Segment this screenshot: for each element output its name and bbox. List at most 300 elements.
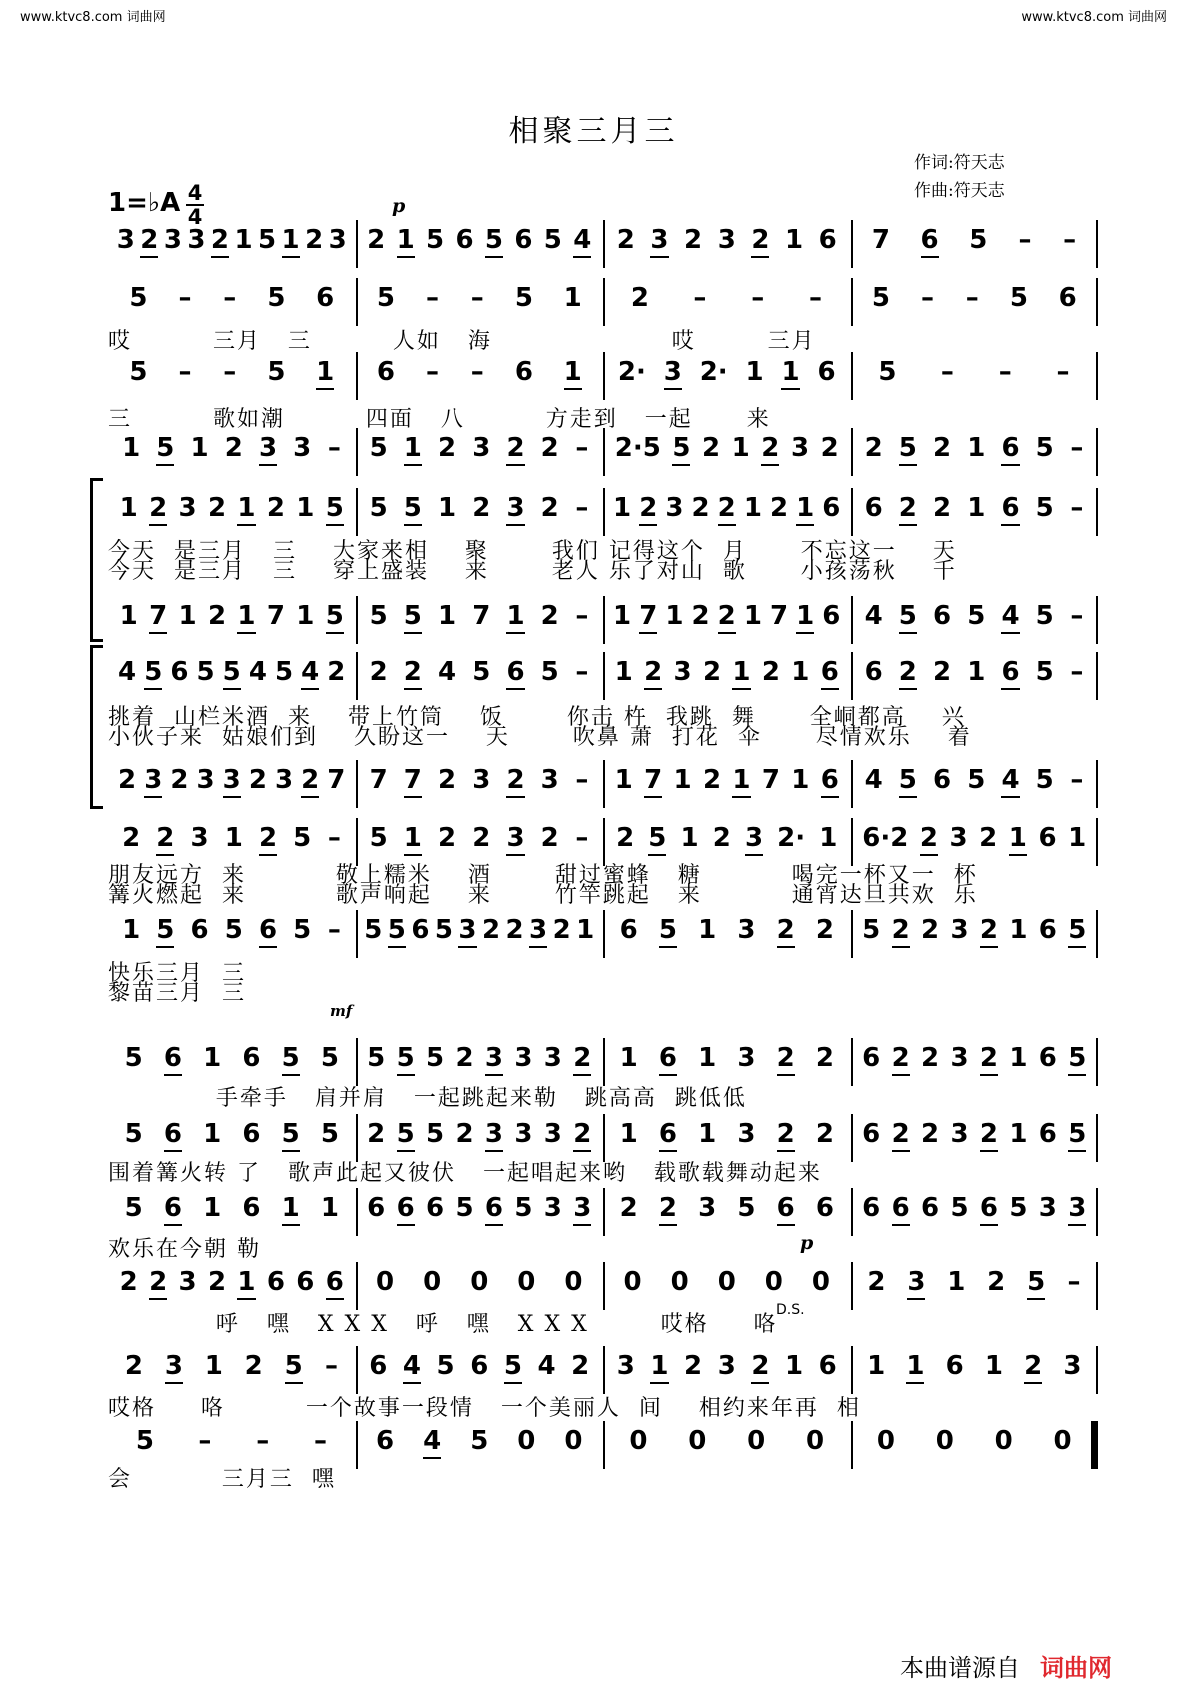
note: 3 [196, 765, 215, 795]
note: 4 [403, 1350, 421, 1384]
note: 3 [543, 1193, 562, 1223]
notation-row [108, 356, 1098, 412]
note: 3 [165, 1350, 183, 1384]
note: 1 [178, 601, 197, 631]
note: 1 [781, 356, 799, 390]
note: 1 [745, 357, 764, 387]
note: 2 [691, 493, 710, 523]
note: 2 [207, 1267, 227, 1297]
note: 1 [1068, 823, 1087, 853]
note: 5 [648, 822, 666, 856]
note: 5 [196, 657, 215, 687]
note: 3 [259, 432, 277, 466]
note: – [1056, 357, 1070, 387]
note: – [1070, 601, 1084, 631]
note: 2 [506, 764, 524, 798]
note: 1 [791, 765, 810, 795]
note: 2 [119, 1267, 138, 1297]
note: 2 [248, 765, 267, 795]
note: 6 [945, 1351, 964, 1381]
note: 7 [639, 600, 657, 634]
note: 5 [967, 765, 986, 795]
note: 5 [274, 657, 294, 687]
note: 2 [815, 915, 834, 945]
note: 5 [129, 357, 148, 387]
note: – [575, 601, 589, 631]
note: 6 [1058, 283, 1077, 313]
note: 1 [796, 492, 814, 526]
note: 6 [326, 1266, 344, 1300]
note: 1 [906, 1350, 924, 1384]
note: 2 [244, 1351, 263, 1381]
note: 2 [702, 657, 722, 687]
measure [603, 224, 851, 258]
note: 0 [764, 1267, 783, 1297]
note: 1 [1009, 1043, 1028, 1073]
footer-brand[interactable]: 词曲网 [1040, 1654, 1112, 1682]
note: 3 [485, 1118, 503, 1152]
note: 6 [164, 1042, 182, 1076]
note: 5 [543, 225, 562, 255]
note: 4 [1001, 600, 1019, 634]
note: 6 [933, 765, 952, 795]
note: 6 [164, 1118, 182, 1152]
measure [108, 1042, 356, 1076]
note: 5 [326, 600, 344, 634]
note: 3 [543, 1119, 562, 1149]
note: – [940, 357, 954, 387]
note: 3 [163, 225, 182, 255]
bar-line [1096, 352, 1098, 400]
note: 6 [864, 657, 883, 687]
notation-row [108, 432, 1098, 488]
note: 5 [364, 915, 383, 945]
note: 6 [1038, 1043, 1057, 1073]
note: 6 [1001, 492, 1019, 526]
measure [356, 914, 604, 948]
note: 3 [745, 822, 763, 856]
note: 2 [815, 1043, 834, 1073]
note: – [1018, 225, 1032, 255]
note: 5 [878, 357, 897, 387]
note: 1 [619, 1119, 638, 1149]
measure [851, 356, 1099, 390]
header-left: www.ktvc8.com 词曲网 [20, 10, 166, 25]
note: 7 [871, 225, 890, 255]
note: 4 [423, 1425, 441, 1459]
note: – [575, 657, 589, 687]
note: – [426, 283, 440, 313]
dynamic-p-2: p [800, 1232, 814, 1254]
measure [851, 1192, 1099, 1226]
note: 2 [980, 914, 998, 948]
note: 5 [426, 1119, 445, 1149]
note: 1 [743, 493, 762, 523]
note: 1 [613, 601, 632, 631]
notation-measures [108, 224, 1098, 258]
note: 4 [1001, 764, 1019, 798]
note: 6 [862, 1043, 881, 1073]
notation-measures [108, 1118, 1098, 1152]
note: 0 [470, 1267, 489, 1297]
note: – [223, 283, 237, 313]
measure [356, 1266, 604, 1300]
note: 5 [967, 601, 986, 631]
note: 2 [224, 433, 243, 463]
note: 5 [426, 1043, 445, 1073]
note: 2 [616, 823, 635, 853]
note: 1 [1009, 1119, 1028, 1149]
note: 3 [737, 915, 756, 945]
note: – [470, 357, 484, 387]
bar-line [1096, 488, 1098, 536]
notation-row [108, 600, 1098, 656]
note: 5 [426, 225, 445, 255]
note: 5 [504, 1350, 522, 1384]
note: 6 [821, 764, 839, 798]
measure [356, 600, 604, 634]
note: 3 [328, 225, 347, 255]
measure [108, 224, 356, 258]
note: 0 [994, 1426, 1013, 1456]
note: 0 [876, 1426, 895, 1456]
note: 5 [369, 823, 388, 853]
note: 1 [665, 601, 684, 631]
note: 0 [564, 1267, 583, 1297]
note: – [325, 1351, 339, 1381]
note: 6 [1001, 432, 1019, 466]
lyric-line: 哎 三月 三 人如 海 哎 三月 [108, 329, 816, 354]
measure [603, 914, 851, 948]
note: 2 [691, 601, 710, 631]
note: 5 [320, 1043, 339, 1073]
note: 1 [731, 433, 750, 463]
note: 2 [505, 915, 524, 945]
note: 6 [259, 914, 277, 948]
note: 1 [203, 1193, 222, 1223]
note: 5 [293, 823, 312, 853]
measure [108, 656, 356, 690]
note: 5 [1035, 657, 1054, 687]
note: 3 [472, 433, 491, 463]
note: 1 [237, 1266, 255, 1300]
measure [108, 282, 356, 314]
note: – [965, 283, 979, 313]
measure [851, 1118, 1099, 1152]
note: 6 [822, 601, 841, 631]
note: 5 [1068, 1042, 1086, 1076]
notation-measures [108, 764, 1098, 798]
note: 5 [404, 492, 422, 526]
bar-line [1096, 220, 1098, 268]
composer-credit: 作曲:符天志 [914, 181, 1005, 201]
note: 4 [573, 224, 591, 258]
note: 5 [540, 657, 559, 687]
note: 6 [242, 1193, 261, 1223]
note: 0 [806, 1426, 825, 1456]
note: – [575, 823, 589, 853]
note: 6 [1038, 915, 1057, 945]
note: 2 [472, 493, 491, 523]
note: 3 [665, 493, 684, 523]
lyric-line: 小伙子来 姑娘们到 久盼这一 天 吹鼻 萧 打花 伞 尽情欢乐 着 [108, 725, 972, 750]
note: 2 [751, 1350, 769, 1384]
note: 3 [187, 225, 206, 255]
note: 5 [1009, 283, 1028, 313]
note: 2 [367, 225, 386, 255]
measure [851, 224, 1099, 258]
note: 5 [326, 492, 344, 526]
measure [356, 656, 604, 690]
note: 5 [320, 1119, 339, 1149]
note: 7 [369, 765, 388, 795]
verse-bracket-2 [90, 645, 103, 809]
notation-measures [108, 492, 1098, 526]
note: 1 [732, 656, 750, 690]
note: 6 [980, 1192, 998, 1226]
note: 2 [761, 657, 780, 687]
note: 2 [718, 492, 736, 526]
note: – [1067, 1267, 1081, 1297]
note: 2 [980, 1042, 998, 1076]
note: 2·5 [614, 433, 661, 463]
notation-measures [108, 656, 1098, 690]
note: 1 [784, 225, 804, 255]
note: 2 [712, 823, 731, 853]
measure [108, 1192, 356, 1226]
note: 3 [458, 914, 476, 948]
bar-line [1096, 1038, 1098, 1086]
note: 2 [122, 823, 141, 853]
notation-measures [108, 1192, 1098, 1226]
measure [356, 432, 604, 466]
measure [356, 764, 604, 798]
note: 5 [369, 493, 388, 523]
note: 2 [455, 1119, 474, 1149]
note: 3 [543, 1043, 562, 1073]
note: 5 [282, 1118, 300, 1152]
note: 1 [796, 600, 814, 634]
note: – [693, 283, 707, 313]
measure [603, 492, 851, 526]
note: 3 [950, 915, 969, 945]
note: 5 [899, 600, 917, 634]
measure [356, 1425, 604, 1459]
note: 5 [369, 601, 388, 631]
lyric-line: 围着篝火转 了 歌声此起又彼伏 一起唱起来哟 载歌载舞动起来 [108, 1161, 822, 1186]
note: – [327, 915, 341, 945]
note: 1 [119, 493, 138, 523]
note: 2 [207, 493, 227, 523]
note: 1 [234, 225, 253, 255]
notation-measures [108, 1042, 1098, 1076]
note: 3 [698, 1193, 717, 1223]
note: 2· [777, 823, 806, 853]
note: 0 [564, 1426, 583, 1456]
note: 2 [301, 764, 319, 798]
notation-measures [108, 282, 1098, 314]
lyric-line: 欢乐在今朝 勒 [108, 1237, 261, 1262]
lyric-line: 会 三月三 嘿 [108, 1467, 336, 1492]
notation-measures [108, 1350, 1098, 1384]
note: 1 [122, 433, 141, 463]
note: 2 [899, 492, 917, 526]
note: 2 [367, 1119, 386, 1149]
measure [603, 1425, 851, 1459]
note: 6 [242, 1119, 261, 1149]
note: 3 [673, 657, 692, 687]
note: 1 [397, 224, 415, 258]
note: 2 [777, 914, 795, 948]
note: 1 [698, 1119, 717, 1149]
note: 1 [296, 493, 315, 523]
note: 3 [178, 1267, 197, 1297]
note: 5 [455, 1193, 474, 1223]
notation-measures [108, 356, 1098, 390]
bar-line [1096, 1262, 1098, 1310]
note: 1 [613, 493, 632, 523]
note: 1 [404, 822, 422, 856]
note: 1 [743, 601, 762, 631]
note: 6 [1038, 1119, 1057, 1149]
bar-line [1096, 1114, 1098, 1162]
note: 5 [258, 225, 277, 255]
note: 2 [630, 283, 650, 313]
note: 2 [933, 657, 952, 687]
note: 6 [397, 1192, 415, 1226]
note: 5 [470, 1426, 489, 1456]
note: 4 [438, 657, 457, 687]
note: 1 [296, 601, 315, 631]
note: 1 [967, 657, 986, 687]
note: 7 [761, 765, 780, 795]
measure [356, 1350, 604, 1384]
note: 2 [933, 433, 952, 463]
note: 2 [921, 915, 940, 945]
note: 1 [282, 1192, 300, 1226]
note: 6 [659, 1118, 677, 1152]
note: 5 [1035, 493, 1054, 523]
note: 1 [947, 1267, 966, 1297]
note: 5 [899, 764, 917, 798]
note: 7 [149, 600, 167, 634]
note: 2 [867, 1267, 886, 1297]
note: – [575, 433, 589, 463]
note: 6 [933, 601, 952, 631]
note: 3 [717, 1351, 736, 1381]
bar-line [1096, 910, 1098, 958]
note: 2 [718, 600, 736, 634]
note: 2 [921, 1043, 940, 1073]
note: 1 [237, 600, 255, 634]
note: 6 [426, 1193, 445, 1223]
final-bar-line [1091, 1421, 1098, 1469]
note: 3 [540, 765, 559, 795]
note: 1 [316, 356, 334, 390]
note: 1 [732, 764, 750, 798]
note: 5 [369, 433, 388, 463]
note: 0 [376, 1267, 395, 1297]
note: 6·2 [862, 823, 909, 853]
measure [851, 1042, 1099, 1076]
note: 6 [514, 357, 533, 387]
note: 1 [438, 493, 457, 523]
note: 5 [737, 1193, 756, 1223]
note: 6 [892, 1192, 910, 1226]
note: 2 [769, 493, 789, 523]
note: 6 [367, 1193, 386, 1223]
bar-line [1096, 1188, 1098, 1236]
note: 2 [639, 492, 657, 526]
lyric-line: 挑着 山栏米酒 来 带上竹筒 饭 你击 杵 我跳 舞 全峒都高 兴 [108, 705, 966, 730]
bar-line [1096, 428, 1098, 476]
note: 2 [573, 1042, 591, 1076]
note: 2 [684, 225, 703, 255]
bar-line [1096, 1346, 1098, 1394]
bar-line [1096, 760, 1098, 808]
measure [851, 600, 1099, 634]
measure [603, 1042, 851, 1076]
note: 5 [397, 1042, 415, 1076]
note: 3 [529, 914, 547, 948]
note: 2 [140, 224, 158, 258]
note: 3 [506, 492, 524, 526]
note: 2 [684, 1351, 703, 1381]
note: 2 [702, 433, 721, 463]
lyric-line: 三 歌如潮 四面 八 方走到 一起 来 [108, 407, 771, 432]
note: 1 [404, 432, 422, 466]
note: 1 [1009, 915, 1028, 945]
note: 2 [369, 657, 388, 687]
note: 3 [664, 356, 682, 390]
footer-source: 本曲谱源自 [900, 1654, 1020, 1682]
note: 2 [472, 823, 491, 853]
dynamic-p: p [392, 195, 406, 217]
note: 1 [967, 433, 986, 463]
note: 2 [573, 1118, 591, 1152]
note: 6 [818, 1351, 837, 1381]
note: 2 [149, 492, 167, 526]
note: 3 [717, 225, 736, 255]
note: 6 [266, 1267, 285, 1297]
note: – [998, 357, 1012, 387]
note: 5 [144, 656, 162, 690]
note: – [327, 433, 341, 463]
note: 2· [617, 357, 646, 387]
note: 5 [862, 915, 881, 945]
measure [356, 822, 604, 856]
note: 2 [761, 432, 779, 466]
note: 5 [472, 657, 491, 687]
note: 4 [301, 656, 319, 690]
note: 6 [815, 1193, 834, 1223]
note: 3 [650, 224, 668, 258]
measure [851, 492, 1099, 526]
note: 5 [224, 915, 243, 945]
note: 3 [1068, 1192, 1086, 1226]
note: 2 [438, 433, 457, 463]
measure [603, 764, 851, 798]
note: 3 [737, 1119, 756, 1149]
note: 2 [211, 224, 229, 258]
note: 6 [864, 493, 883, 523]
note: 6 [190, 915, 209, 945]
note: 5 [514, 283, 533, 313]
note: – [314, 1426, 328, 1456]
notation-row [108, 656, 1098, 712]
note: 5 [376, 283, 395, 313]
note: 1 [224, 823, 243, 853]
